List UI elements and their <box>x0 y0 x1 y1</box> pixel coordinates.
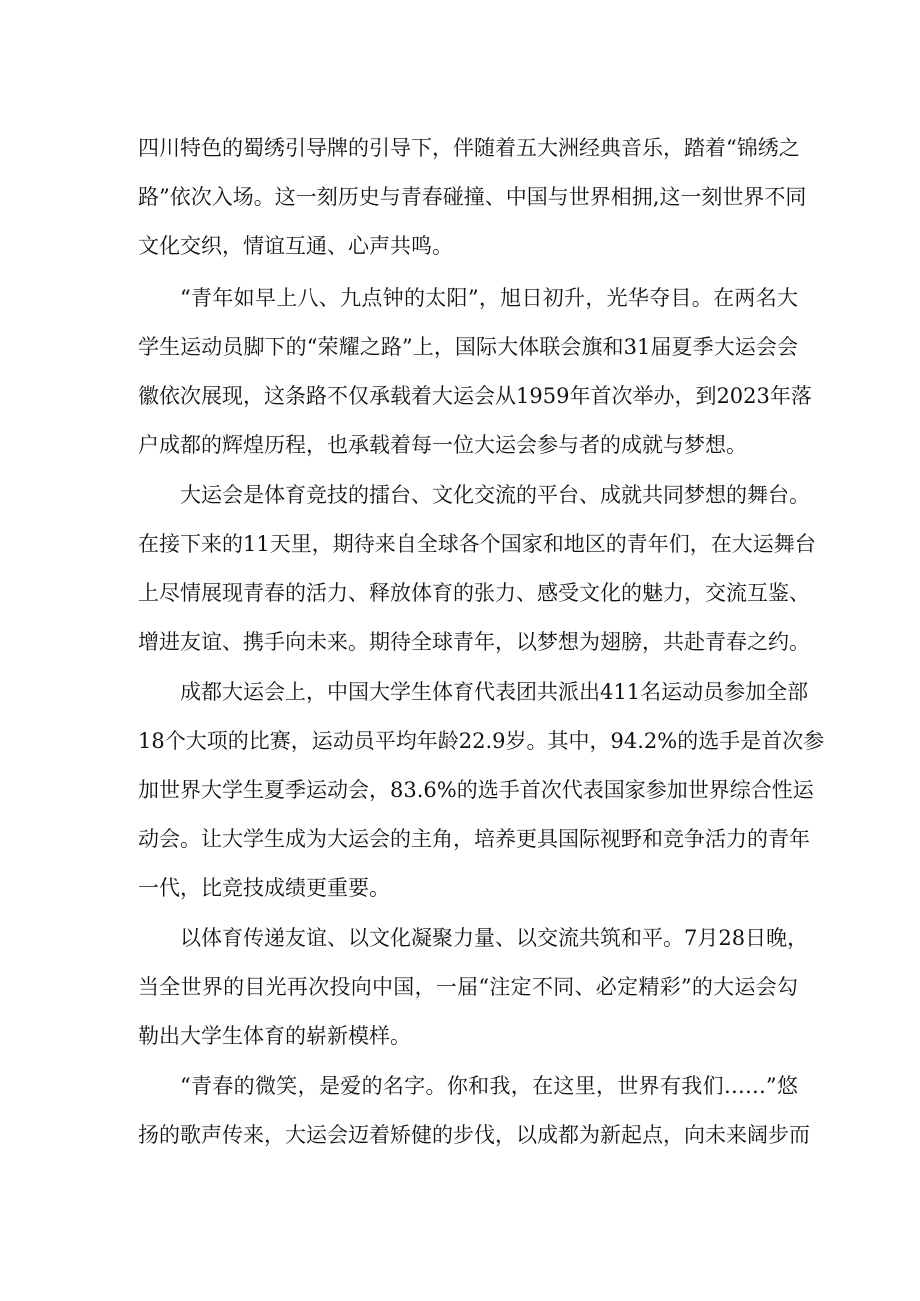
text-line: 增进友谊、携手向未来。期待全球青年，以梦想为翅膀，共赴青春之约。 <box>138 630 810 654</box>
text-line: 学生运动员脚下的“荣耀之路”上，国际大体联会旗和31届夏季大运会会 <box>138 335 798 359</box>
text-line: 扬的歌声传来，大运会迈着矫健的步伐，以成都为新起点，向未来阔步而 <box>138 1123 810 1147</box>
text-line: 路”依次入场。这一刻历史与青春碰撞、中国与世界相拥,这一刻世界不同 <box>138 185 807 209</box>
text-line: 加世界大学生夏季运动会，83.6%的选手首次代表国家参加世界综合性运 <box>138 778 814 802</box>
text-line: 勒出大学生体育的崭新模样。 <box>138 1024 411 1048</box>
text-line: 户成都的辉煌历程，也承载着每一位大运会参与者的成就与梦想。 <box>138 433 747 457</box>
text-line: 动会。让大学生成为大运会的主角，培养更具国际视野和竞争活力的青年 <box>138 827 810 851</box>
text-line: “青春的微笑，是爱的名字。你和我，在这里，世界有我们……”悠 <box>180 1074 798 1098</box>
text-line: 大运会是体育竞技的擂台、文化交流的平台、成就共同梦想的舞台。 <box>180 483 810 507</box>
text-line: 在接下来的11天里，期待来自全球各个国家和地区的青年们，在大运舞台 <box>138 532 816 556</box>
text-line: 成都大运会上，中国大学生体育代表团共派出411名运动员参加全部 <box>180 680 809 704</box>
text-line: 徽依次展现，这条路不仅承载着大运会从1959年首次举办，到2023年落 <box>138 384 812 408</box>
text-line: “青年如早上八、九点钟的太阳”，旭日初升，光华夺目。在两名大 <box>180 286 798 310</box>
text-line: 当全世界的目光再次投向中国，一届“注定不同、必定精彩”的大运会勾 <box>138 975 798 999</box>
text-line: 四川特色的蜀绣引导牌的引导下，伴随着五大洲经典音乐，踏着“锦绣之 <box>138 136 800 160</box>
text-line: 以体育传递友谊、以文化凝聚力量、以交流共筑和平。7月28日晚， <box>180 926 809 950</box>
text-line: 文化交织，情谊互通、心声共鸣。 <box>138 234 453 258</box>
text-line: 18个大项的比赛，运动员平均年龄22.9岁。其中，94.2%的选手是首次参 <box>138 729 825 753</box>
text-line: 上尽情展现青春的活力、释放体育的张力、感受文化的魅力，交流互鉴、 <box>138 581 810 605</box>
text-line: 一代，比竞技成绩更重要。 <box>138 876 390 900</box>
